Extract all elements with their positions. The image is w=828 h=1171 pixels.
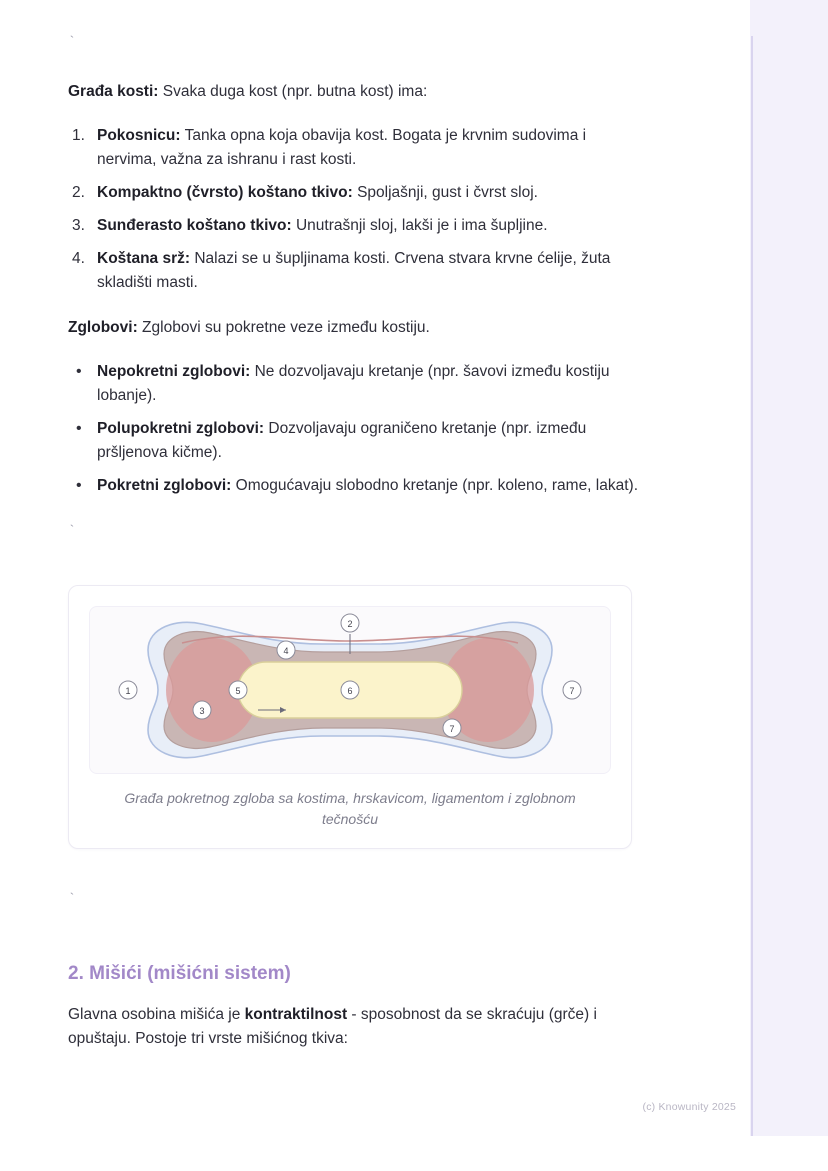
list-item-text: Dozvoljavaju ograničeno kretanje (npr. između pršljenova kičme). [97,420,587,461]
list-item-text: Ne dozvoljavaju kretanje (npr. šavovi između kostiju lobanje). [97,363,610,404]
figure-label-5 [229,681,247,699]
list-item-label: Sunđerasto koštano tkivo: [97,217,292,234]
figure-label-1 [119,681,137,699]
list-marker: 2. [72,184,85,201]
svg-text:5: 5 [235,686,241,696]
list-item [68,124,648,172]
list-item-label: Kompaktno (čvrsto) koštano tkivo: [97,184,353,201]
figure-label-7-right [563,681,581,699]
list-item [68,181,648,205]
svg-text:3: 3 [199,706,205,716]
document-content [68,34,648,1051]
figure-card [68,585,632,849]
muscles-intro-paragraph [68,1003,648,1051]
list-item [68,214,648,238]
list-item [68,417,648,465]
figure-label-3 [193,701,211,719]
list-item-label: Pokretni zglobovi: [97,477,232,494]
joints-intro-text: Zglobovi su pokretne veze između kostiju. [137,319,430,336]
figure-label-6 [341,681,359,699]
list-item-label: Polupokretni zglobovi: [97,420,265,437]
bullet-icon: • [76,363,82,380]
list-item [68,360,648,408]
svg-text:7: 7 [569,686,575,696]
list-item-label: Koštana srž: [97,250,191,267]
svg-text:1: 1 [125,686,131,696]
list-marker: 4. [72,250,85,267]
bullet-icon: • [76,477,82,494]
joints-intro [68,316,648,340]
figure-caption: Građa pokretnog zgloba sa kostima, hrskavicom, ligamentom i zglobnom tečnošću [124,790,576,827]
svg-text:2: 2 [347,619,353,629]
list-marker: 1. [72,127,85,144]
list-item-text: Omogućavaju slobodno kretanje (npr. koleno, rame, lakat). [231,477,639,494]
figure-label-4 [277,641,295,659]
bone-parts-list [68,124,648,295]
svg-text:4: 4 [283,646,289,656]
list-item-text: Unutrašnji sloj, lakši je i ima šupljine. [291,217,548,234]
bone-structure-intro [68,80,648,104]
tick-mark-middle: ` [68,523,76,538]
bone-structure-intro-label: Građa kosti: [68,83,159,100]
svg-text:6: 6 [347,686,353,696]
list-item-label: Pokosnicu: [97,127,181,144]
list-item [68,247,648,295]
page-right-decorative-strip [750,0,828,1136]
list-marker: 3. [72,217,85,234]
tick-mark-top: ` [68,34,76,49]
list-item-label: Nepokretni zglobovi: [97,363,251,380]
figure-image [89,606,611,774]
page-title: 2. Mišići (mišićni sistem) [68,963,291,984]
joints-intro-label: Zglobovi: [68,319,138,336]
muscles-intro-pre: Glavna osobina mišića je [68,1006,245,1023]
list-item-text: Nalazi se u šupljinama kosti. Crvena stvara krvne ćelije, žuta skladišti masti. [97,250,611,291]
joint-types-list [68,360,648,498]
bone-structure-intro-text: Svaka duga kost (npr. butna kost) ima: [158,83,428,100]
list-item-text: Spoljašnji, gust i čvrst sloj. [352,184,538,201]
svg-text:7: 7 [449,724,455,734]
bone-joint-diagram [90,610,610,770]
tick-mark-bottom: ` [68,891,76,906]
footer-credit: (c) Knowunity 2025 [642,1101,736,1113]
figure-label-7-lower [443,719,461,737]
page-edge-divider [751,36,753,1136]
list-item [68,474,648,498]
muscles-intro-post: - sposobnost da se skraćuju (grče) i opuštaju. Postoje tri vrste mišićnog tkiva: [68,1006,597,1047]
list-item-text: Tanka opna koja obavija kost. Bogata je krvnim sudovima i nervima, važna za ishranu i rast kosti. [97,127,587,168]
muscles-intro-bold: kontraktilnost [244,1006,348,1023]
figure-label-2 [341,614,359,632]
bullet-icon: • [76,420,82,437]
